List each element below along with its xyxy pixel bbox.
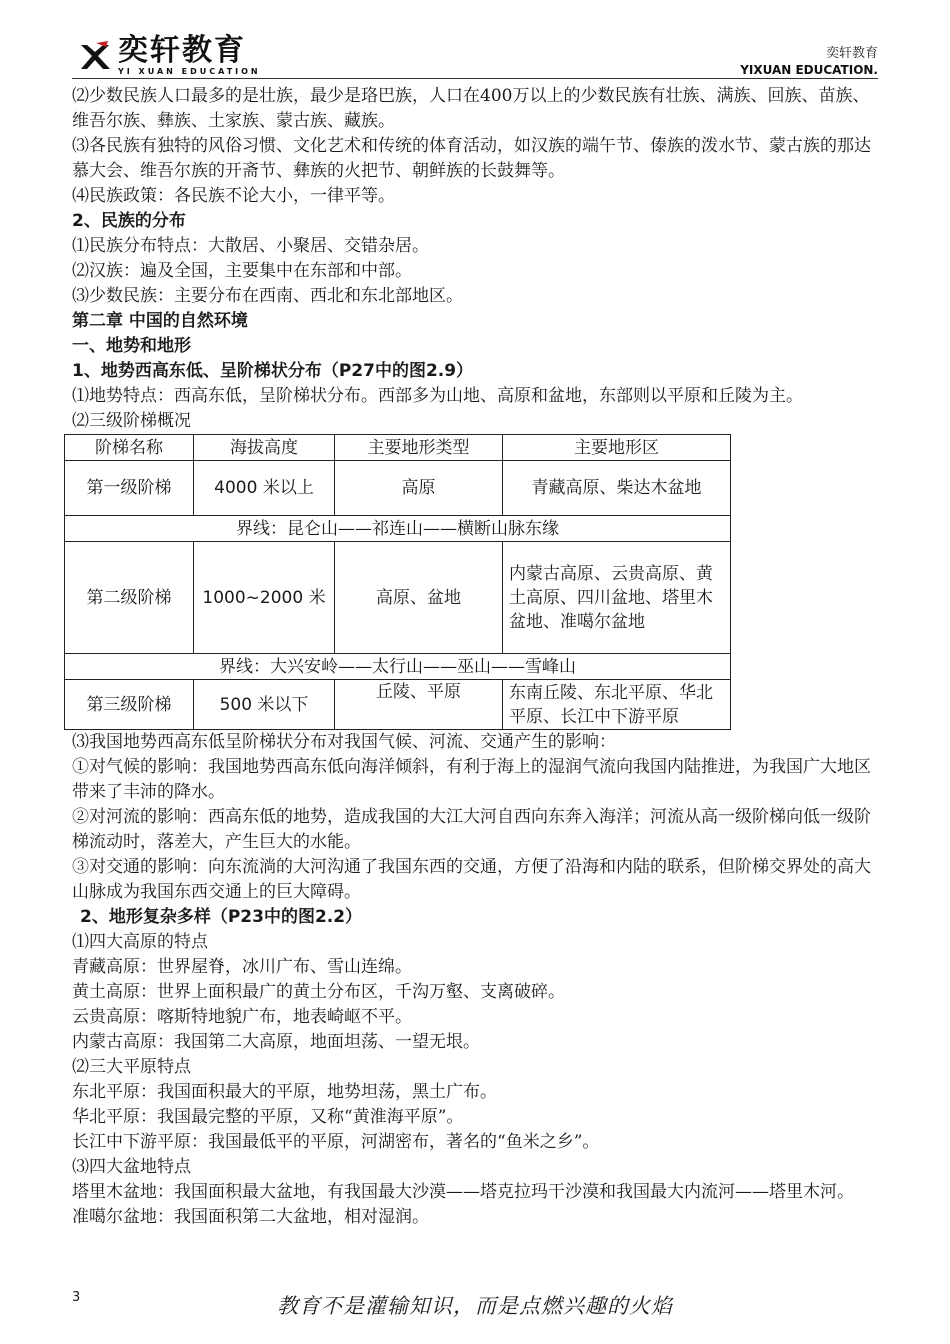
paragraph: ⑵少数民族人口最多的是壮族，最少是珞巴族，人口在400万以上的少数民族有壮族、满族、回族、苗族、维吾尔族、彝族、土家族、蒙古族、藏族。 — [72, 86, 870, 131]
brand-logo — [78, 33, 261, 76]
paragraph: ⑵三级阶梯概况 — [72, 411, 191, 431]
table-cell: 第二级阶梯 — [65, 542, 194, 654]
logo-name: 奕轩教育 — [118, 33, 246, 68]
subsection-heading: 1、地势西高东低、呈阶梯状分布（P27中的图2.9） — [72, 361, 474, 381]
table-cell: 4000 米以上 — [194, 461, 335, 516]
paragraph: ⑶各民族有独特的风俗习惯、文化艺术和传统的体育活动，如汉族的端午节、傣族的泼水节、蒙古族的那达慕大会、维吾尔族的开斋节、彝族的火把节、朝鲜族的长鼓舞等。 — [72, 136, 871, 181]
section-heading: 一、地势和地形 — [72, 336, 191, 356]
table-boundary-row — [65, 516, 731, 542]
paragraph: ⑵三大平原特点 — [72, 1057, 191, 1077]
paragraph: ⑵汉族：遍及全国，主要集中在东部和中部。 — [72, 261, 412, 281]
page-number: 3 — [72, 1290, 81, 1305]
paragraph: 云贵高原：喀斯特地貌广布，地表崎岖不平。 — [72, 1007, 412, 1027]
subsection-heading: 2、地形复杂多样（P23中的图2.2） — [80, 907, 363, 927]
table-header-cell: 主要地形区 — [503, 435, 731, 461]
table-header-cell: 海拔高度 — [194, 435, 335, 461]
paragraph: ①对气候的影响：我国地势西高东低向海洋倾斜，有利于海上的湿润气流向我国内陆推进，为我国广大地区带来了丰沛的降水。 — [72, 757, 871, 802]
paragraph: ③对交通的影响：向东流淌的大河沟通了我国东西的交通，方便了沿海和内陆的联系，但阶梯交界处的高大山脉成为我国东西交通上的巨大障碍。 — [72, 857, 871, 902]
table-boundary-row — [65, 654, 731, 680]
paragraph: 青藏高原：世界屋脊，冰川广布、雪山连绵。 — [72, 957, 412, 977]
table-cell: 丘陵、平原 — [335, 680, 503, 730]
table-row — [65, 461, 731, 516]
table-cell: 青藏高原、柴达木盆地 — [503, 461, 731, 516]
paragraph: 东北平原：我国面积最大的平原，地势坦荡，黑土广布。 — [72, 1082, 497, 1102]
paragraph: 黄土高原：世界上面积最广的黄土分布区，千沟万壑、支离破碎。 — [72, 982, 565, 1002]
table-header-cell: 主要地形类型 — [335, 435, 503, 461]
page-header — [0, 0, 950, 80]
table-cell: 内蒙古高原、云贵高原、黄土高原、四川盆地、塔里木盆地、准噶尔盆地 — [503, 542, 731, 654]
header-org — [740, 42, 878, 77]
paragraph: 准噶尔盆地：我国面积第二大盆地，相对湿润。 — [72, 1207, 429, 1227]
table-cell: 第一级阶梯 — [65, 461, 194, 516]
table-cell: 东南丘陵、东北平原、华北平原、长江中下游平原 — [503, 680, 731, 730]
paragraph: ⑴民族分布特点：大散居、小聚居、交错杂居。 — [72, 236, 429, 256]
table-cell: 高原、盆地 — [335, 542, 503, 654]
paragraph: ⑶少数民族：主要分布在西南、西北和东北部地区。 — [72, 286, 463, 306]
paragraph: ②对河流的影响：西高东低的地势，造成我国的大江大河自西向东奔入海洋；河流从高一级阶梯向低一级阶梯流动时，落差大，产生巨大的水能。 — [72, 807, 871, 852]
section-heading: 2、民族的分布 — [72, 211, 186, 231]
paragraph: ⑶四大盆地特点 — [72, 1157, 191, 1177]
table-boundary-cell: 界线：大兴安岭——太行山——巫山——雪峰山 — [65, 654, 731, 680]
footer-motto: 教育不是灌输知识，而是点燃兴趣的火焰 — [277, 1294, 673, 1318]
logo-x-icon — [78, 39, 112, 73]
table-cell: 1000~2000 米 — [194, 542, 335, 654]
paragraph: 长江中下游平原：我国最低平的平原，河湖密布，著名的“鱼米之乡”。 — [72, 1132, 600, 1152]
paragraph: ⑷民族政策：各民族不论大小，一律平等。 — [72, 186, 395, 206]
table-header-cell: 阶梯名称 — [65, 435, 194, 461]
logo-subtitle: YI XUAN EDUCATION — [118, 67, 261, 76]
header-org-en: YIXUAN EDUCATION. — [740, 63, 878, 77]
chapter-title: 第二章 中国的自然环境 — [72, 311, 248, 331]
header-divider — [72, 78, 878, 79]
table-row — [65, 680, 731, 730]
paragraph: 内蒙古高原：我国第二大高原，地面坦荡、一望无垠。 — [72, 1032, 480, 1052]
paragraph: 塔里木盆地：我国面积最大盆地，有我国最大沙漠——塔克拉玛干沙漠和我国最大内流河——塔里木河。 — [72, 1182, 854, 1202]
header-org-cn: 奕轩教育 — [825, 46, 878, 61]
table-cell: 500 米以下 — [194, 680, 335, 730]
terrain-steps-table — [64, 434, 731, 730]
paragraph: 华北平原：我国最完整的平原，又称“黄淮海平原”。 — [72, 1107, 464, 1127]
paragraph: ⑶我国地势西高东低呈阶梯状分布对我国气候、河流、交通产生的影响： — [72, 732, 616, 752]
paragraph: ⑴四大高原的特点 — [72, 932, 208, 952]
document-body — [72, 84, 880, 1230]
table-header-row — [65, 435, 731, 461]
paragraph: ⑴地势特点：西高东低，呈阶梯状分布。西部多为山地、高原和盆地，东部则以平原和丘陵为主。 — [72, 386, 803, 406]
table-row — [65, 542, 731, 654]
table-boundary-cell: 界线：昆仑山——祁连山——横断山脉东缘 — [65, 516, 731, 542]
table-cell: 第三级阶梯 — [65, 680, 194, 730]
table-cell: 高原 — [335, 461, 503, 516]
